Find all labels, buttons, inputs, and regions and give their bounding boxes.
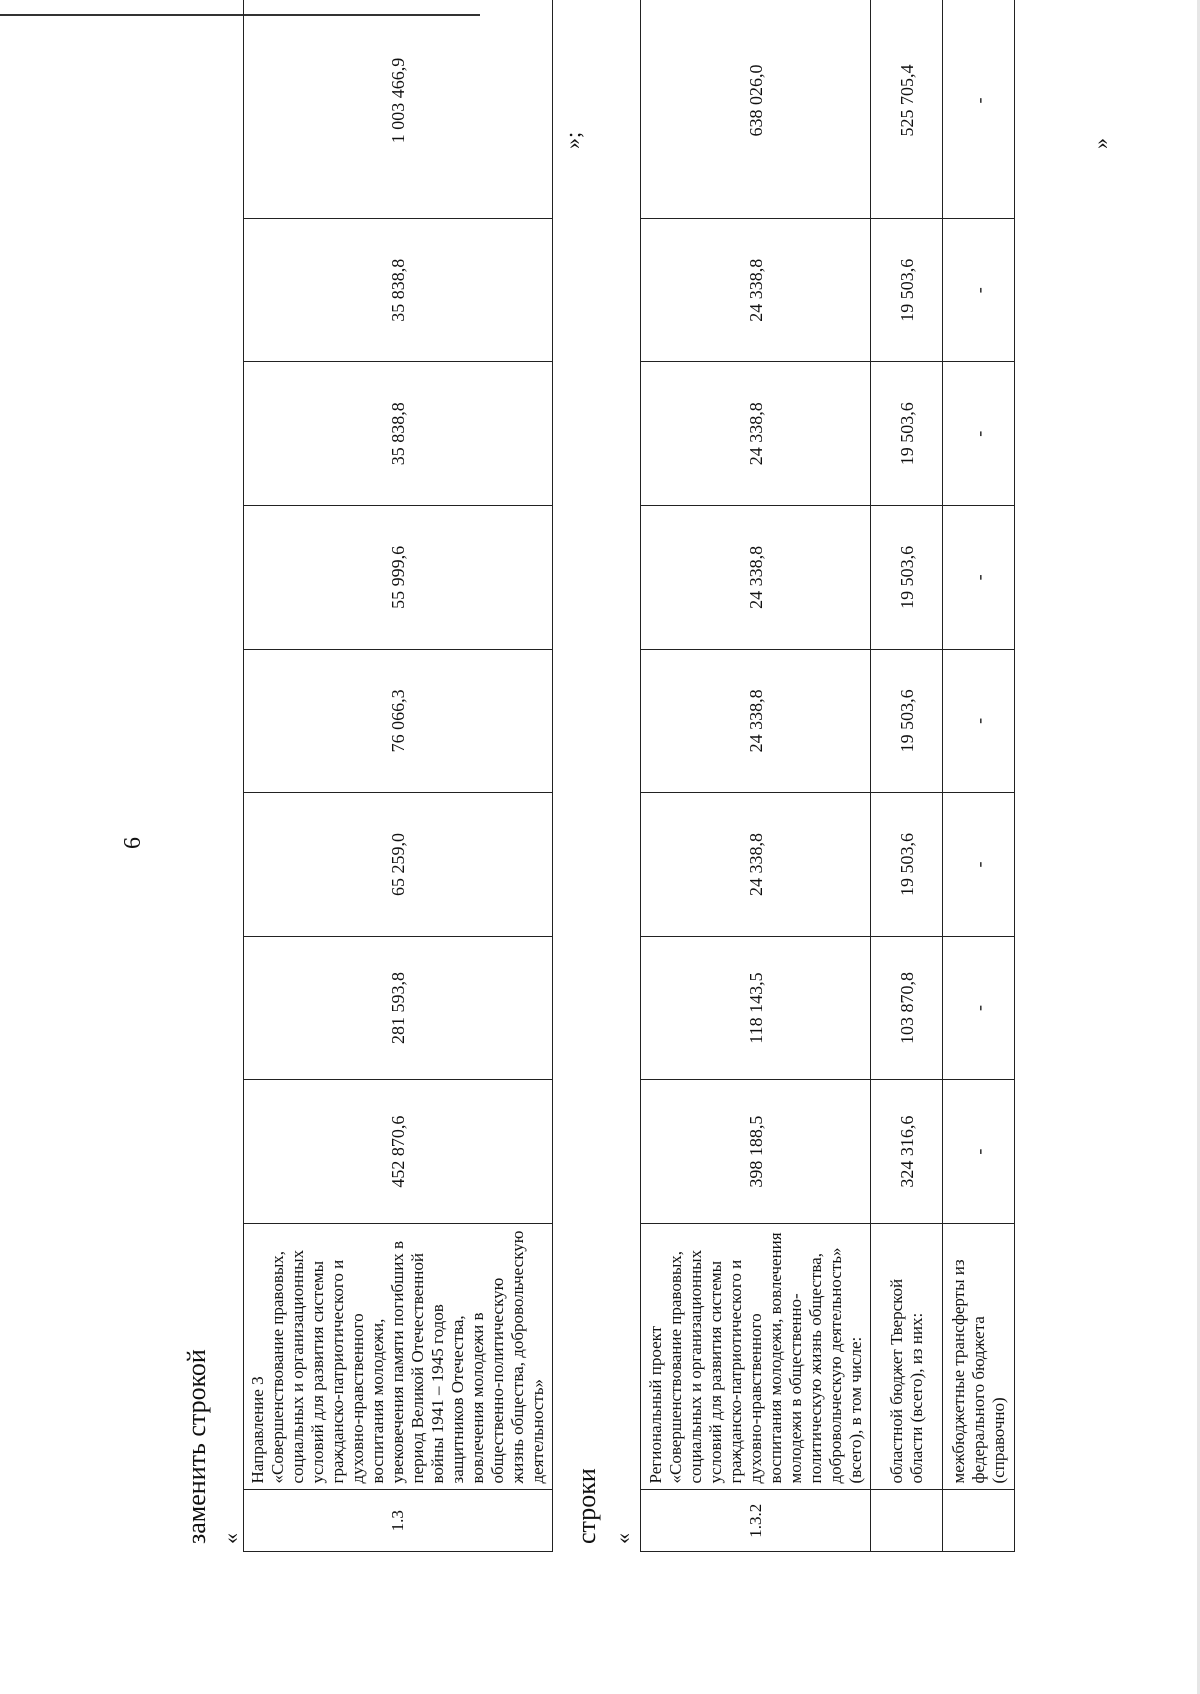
row-value: - <box>943 506 1015 650</box>
close-quote: »; <box>560 131 585 149</box>
row-value: 24 338,8 <box>641 649 871 793</box>
row-name: Региональный проект «Совершенствование правовых, социальных и организационных условий для развития системы гражданско-патриотического и духовно-нравственного воспитания молодежи, вовлечения молодежи в общественно-политическую жизнь общества, добровольческую деятельность» (всего), в том числе: <box>641 1223 871 1490</box>
row-value: 118 143,5 <box>641 936 871 1080</box>
table-row <box>871 0 943 1552</box>
table-row <box>641 0 871 1552</box>
row-value: 638 026,0 <box>641 0 871 218</box>
row-name: межбюджетные трансферты из федерального бюджета (справочно) <box>943 1223 1015 1490</box>
row-value: - <box>943 793 1015 937</box>
row-value: 103 870,8 <box>871 936 943 1080</box>
close-quote: » <box>1088 138 1113 149</box>
row-value: 55 999,6 <box>244 506 553 650</box>
row-value: 324 316,6 <box>871 1080 943 1224</box>
row-value: 35 838,8 <box>244 362 553 506</box>
row-value: 19 503,6 <box>871 362 943 506</box>
row-number: 1.3.2 <box>641 1490 871 1552</box>
row-value: 19 503,6 <box>871 649 943 793</box>
row-value: 24 338,8 <box>641 218 871 362</box>
row-value: 76 066,3 <box>244 649 553 793</box>
row-name: Направление 3 «Совершенствование правовых, социальных и организационных условий для развития системы гражданско-патриотического и духовно-нравственного воспитания молодежи, увековечения памяти погибших в период Великой Отечественной войны 1941 – 1945 годов защитников Отечества, вовлечения молодежи в общественно-политическую жизнь общества, добровольческую деятельность» <box>244 1223 553 1490</box>
row-value: - <box>943 0 1015 218</box>
row-value: - <box>943 649 1015 793</box>
row-number: 1.3 <box>244 1490 553 1552</box>
row-value: - <box>943 218 1015 362</box>
row-value: 65 259,0 <box>244 793 553 937</box>
row-value: 24 338,8 <box>641 793 871 937</box>
row-value: 1 003 466,9 <box>244 0 553 218</box>
open-quote: « <box>218 1533 243 1544</box>
row-number <box>871 1490 943 1552</box>
row-value: 24 338,8 <box>641 506 871 650</box>
row-value: 398 188,5 <box>641 1080 871 1224</box>
table-row <box>943 0 1015 1552</box>
open-quote: « <box>610 1533 635 1544</box>
rows-table <box>640 0 1015 1552</box>
row-value: 19 503,6 <box>871 506 943 650</box>
replacement-table <box>243 0 553 1552</box>
replace-heading: заменить строкой <box>182 1349 211 1544</box>
row-value: 281 593,8 <box>244 936 553 1080</box>
row-value: - <box>943 936 1015 1080</box>
row-value: 24 338,8 <box>641 362 871 506</box>
row-value: - <box>943 1080 1015 1224</box>
row-value: 525 705,4 <box>871 0 943 218</box>
row-value: 19 503,6 <box>871 218 943 362</box>
row-value: 452 870,6 <box>244 1080 553 1224</box>
row-name: областной бюджет Тверской области (всего), из них: <box>871 1223 943 1490</box>
table-row <box>244 0 553 1552</box>
row-number <box>943 1490 1015 1552</box>
rows-heading: строки <box>572 1468 601 1544</box>
row-value: 19 503,6 <box>871 793 943 937</box>
page-number: 6 <box>120 837 146 849</box>
row-value: 35 838,8 <box>244 218 553 362</box>
row-value: - <box>943 362 1015 506</box>
